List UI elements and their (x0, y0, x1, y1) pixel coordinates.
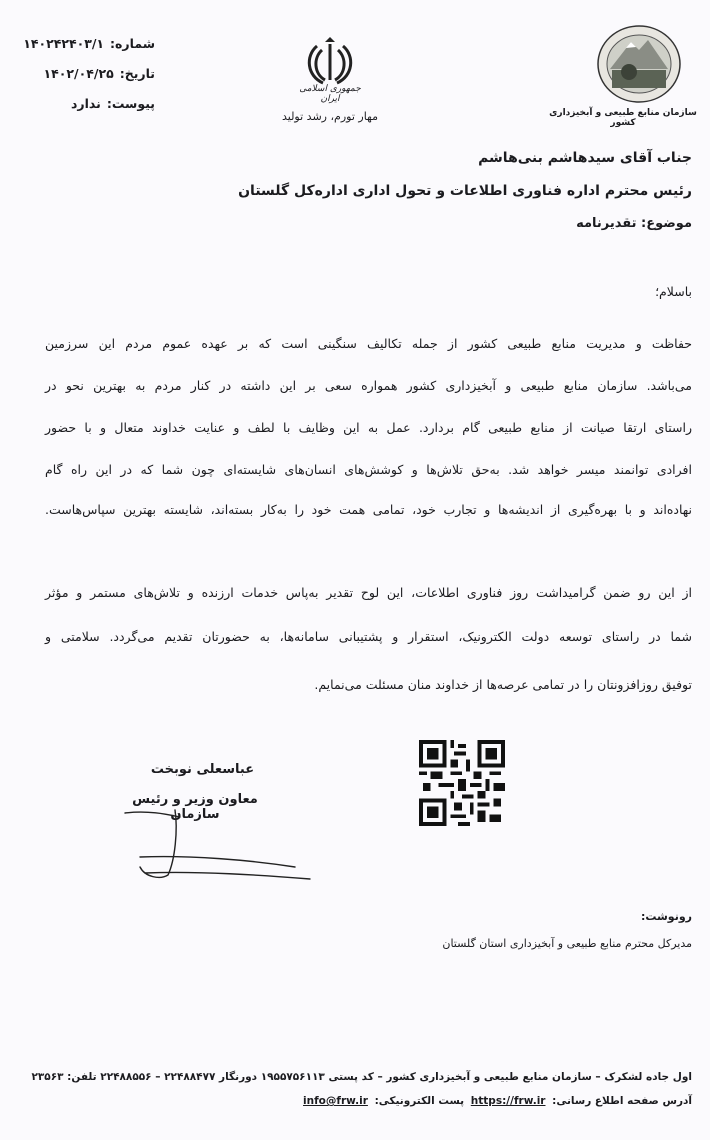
greeting: باسلام؛ (655, 284, 692, 299)
cc-label: رونوشت: (640, 910, 692, 923)
iran-emblem-icon (305, 36, 355, 86)
signatory-name: عباسعلی نوبخت (150, 762, 255, 777)
recipient-name: جناب آقای سیدهاشم بنی‌هاشم (478, 150, 692, 166)
paragraph2-line: از این رو ضمن گرامیداشت روز فناوری اطلاعات، این لوح تقدیر به‌پاس خدمات ارزنده و تلاش‌های مستمر و مؤثر (45, 585, 692, 600)
attachment-label: پیوست: (106, 96, 155, 111)
footer-address: اول جاده لشکرک – سازمان منابع طبیعی و آبخیزداری کشور – کد پستی ۱۹۵۵۷۵۶۱۱۳ دورنگار ۲۲۴۸۸۴۷۷ – ۲۲۴۸۸۵۵۶ تلفن: ۲۳۵۶۳ (31, 1071, 692, 1083)
number-value: ۱۴۰۲۴۲۴۰۳/۱ (23, 36, 105, 51)
recipient-title: رئیس محترم اداره فناوری اطلاعات و تحول اداری اداره‌کل گلستان (238, 183, 692, 199)
attachment-value: ندارد (71, 96, 101, 111)
email-link[interactable]: info@frw.ir (303, 1095, 368, 1107)
date-value: ۱۴۰۲/۰۴/۲۵ (43, 66, 114, 81)
number-label: شماره: (110, 36, 155, 51)
organization-logo-icon (596, 24, 682, 104)
qr-code-icon (418, 740, 506, 826)
signatory-title: معاون وزیر و رئیس سازمان (132, 792, 258, 822)
paragraph1-line: حفاظت و مدیریت منابع طبیعی کشور از جمله تکالیف سنگینی است که بر عهده عموم مردم این سرزمین (45, 336, 692, 351)
website-label: آدرس صفحه اطلاع رسانی: (552, 1095, 692, 1107)
paragraph1-line: افرادی توانمند میسر خواهد شد. به‌حق تلاش‌ها و کوشش‌های انسان‌های شایسته‌ای چون شما که در این راه گام (45, 462, 692, 477)
letter-number (23, 36, 155, 51)
motto: مهار تورم، رشد تولید (281, 110, 379, 123)
letter-date (40, 66, 155, 81)
subject: موضوع: تقدیرنامه (576, 216, 692, 231)
footer-contact (303, 1095, 692, 1107)
paragraph1-line: نهاده‌اند و با بهره‌گیری از اندیشه‌ها و تجارب خود، تمامی همت خود را به‌کار بسته‌اند، شایسته بهترین سپاس‌هاست. (45, 502, 692, 517)
paragraph2-line: شما در راستای توسعه دولت الکترونیک، استقرار و پشتیبانی سامانه‌ها، به حضورتان تقدیم می‌گردد. سلامتی و (45, 629, 692, 644)
paragraph1-line: می‌باشد. سازمان منابع طبیعی و آبخیزداری کشور همواره سعی بر این داشته در کنار مردم به بهترین نحو در (45, 378, 692, 393)
organization-name: سازمان منابع طبیعی و آبخیزداری کشور (549, 108, 697, 128)
cc-recipient: مدیرکل محترم منابع طبیعی و آبخیزداری استان گلستان (442, 937, 692, 950)
paragraph1-line: راستای ارتقا صیانت از منابع طبیعی گام بردارد. عمل به این وظایف با لطف و عنایت خداوند متعال و با حضور (45, 420, 692, 435)
paragraph2-line: توفیق روزافزونتان را در تمامی عرصه‌ها از خداوند منان مسئلت می‌نمایم. (314, 677, 692, 692)
letter-attachment (40, 96, 155, 111)
website-link[interactable]: https://frw.ir (470, 1095, 546, 1107)
handwritten-signature (120, 805, 320, 885)
emblem-caption: جمهوری اسلامی ایران (299, 84, 361, 104)
email-label: پست الکترونیکی: (374, 1095, 465, 1107)
date-label: تاریخ: (119, 66, 155, 81)
